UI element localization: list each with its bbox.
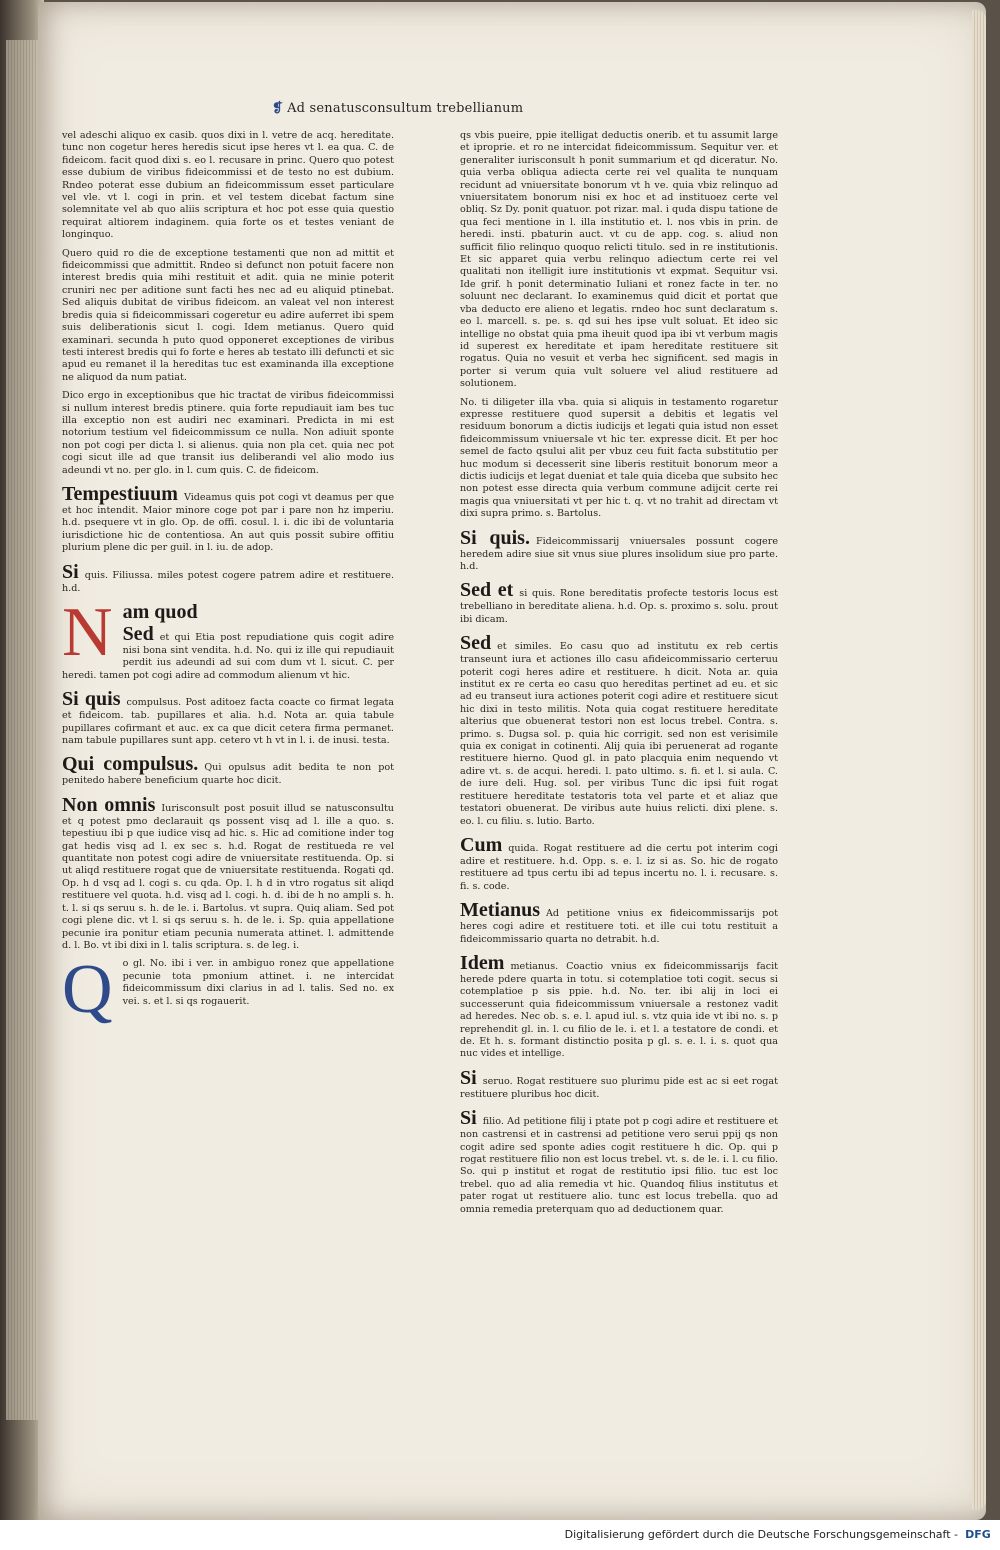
gloss-text: quida. Rogat restituere ad die certu pot interim cogi adire et restituere. h.d. Opp. s. e. l. iz si as. So. hic de rogato restituere ad tpus certu ibi ad tepus incertu no. l. i. recusare. s. fi. s. code. [460, 842, 778, 892]
lemma: Non omnis [62, 793, 156, 816]
gloss-sed-et [460, 579, 778, 626]
footer-credit: Digitalisierung gefördert durch die Deutsche Forschungsgemeinschaft - [564, 1528, 958, 1541]
gloss-metianus [460, 899, 778, 946]
footer-bar [0, 1520, 1000, 1550]
gloss-text: Iurisconsult post posuit illud se natusconsultu et q potest pmo declarauit qs possent visq ad l. ille a quo. s. tepestiuu ibi p que iudice visq ad hic. s. Hic ad comitione inder tog gat hedis visq ad l. ex sec s. h.d. Rogat de restitueda re vel quantitate non potest cogi adire de vniuersitate restituenda. Op. si ut aliqd restituere rogat que de vniuersitate restituenda. Rogati qd. Op. h d vsq ad l. cogi s. cu qda. Op. l. h d in vtro rogatus sit aliqd restituere vel quota. h.d. visq ad l. cogi. h. d. ibi de h no ampli s. h. t. l. si qs seruu s. h. de le. i. Bartolus. vt supra. Quiq aliam. Sed pot cogi plene dic. vt l. si qs seruu s. h. de le. i. Sp. quia appellatione pecunie ira ponitur etiam pecunia numerata attinet. l. admittende d. l. Bo. vt ibi dixi in l. talis scriptura. s. de leg. i. [62, 802, 394, 951]
gloss-sed-similes [460, 632, 778, 828]
right-column [460, 130, 778, 1222]
lemma: Tempestiuum [62, 482, 178, 505]
lemma: Si quis [62, 688, 121, 711]
decorated-initial: Q [62, 951, 113, 1029]
paragraph: Dico ergo in exceptionibus que hic tractat de viribus fideicommissi si nullum interest bredis ptinere. quia forte repudiauit iam bes tuc illa exceptio non est audiri nec examinari. Predicta in mi est notorium testium vel fideicommissum ce nulla. Non adiuit sponte non pot cogi per dicta l. si alienus. quia non pla cet. quia nec pot cogi sicut ille ad que transit ius deliberandi vel alio modo ius adeundi vt no. per glo. in l. cum quis. C. de fideicom. [62, 390, 394, 476]
gloss-non-omnis [62, 794, 394, 952]
gloss-si-quis [62, 561, 394, 595]
lemma: Cum [460, 833, 503, 856]
gloss-text: si quis. Rone bereditatis profecte testoris locus est trebelliano in bereditate aliena. h.d. Op. s. proximo s. solu. prout ibi dicam. [460, 588, 778, 625]
paragraph: qs vbis pueire, ppie itelligat deductis onerib. et tu assumit large et iproprie. et ro ne intercidat fideicommissum. Sequitur ver. et generaliter iurisconsult h ponit summarium et qd diceratur. No. quia verba obliqua adiecta certe rei vel qualita te nunquam recidunt ad vniuersitate bonorum vt h ve. quia vbiz relinquo ad vniuersitatem bonorum nisi ex hoc et ad instituoez certe vel obliq. Sz Dy. ponit quatuor. pot rizar. mal. i quda dispu tatione de qua feci mentione in l. illa institutio et. l. nos vbis in prin. de heredi. insti. pbaturin auct. vt cu de app. cog. s. aliud non sufficit filio relinquo quoquo relicti titulo. sed in re institutionis. Et sic apparet quia verbu relinquo adiectum certe rei vel qualitati non itelligit iure institutionis vt expmat. Sequitur vsi. Ide grif. h ponit determinatio Iuliani et ronez facte in ter. no soluunt nec declarant. Io examinemus quid dicit et portat que vba deducto ere alieno et legatis. rndeo hoc sunt declaratum s. eo l. marcell. s. pe. s. qd sui hes ipse vult soluat. Et ideo sic intellige no obstat quia pma iheuit quod ipa ibi vt verbum magis id superest ex hereditate et ipam hereditate restituere sit rogatus. Quia no vesuit et verba hec significent. sed magis in porter si verum quia vult soluere vel aliud restituere ad solutionem. [460, 130, 778, 390]
gloss-text: filio. Ad petitione filij i ptate pot p cogi adire et restituere et non castrensi et in castrensi ad petitione vero serui ppij qs non cogit adire sed sponte adies cogit restituere h dic. Op. qui p rogat restituere filio non est locus trebel. vt. s. de le. i. l. cu filio. So. qui p institut et rogat de restitutio ipsi filio. tuc est loc trebel. quo ad alia remedia vt hic. Quandoq filius institutus et pater rogat ut restituere alio. tunc est locus trebella. quo ad omnia remedia preterquam quo ad deductionem quar. [460, 1116, 778, 1215]
gloss-text: et similes. Eo casu quo ad institutu ex reb certis transeunt iura et actiones illo casu afideicommissario certeruu poterit cogi heres adire et restituere. h dicit. Nota ar. quia institut ex re certa eo casu quo hereditas pertinet ad eu. et sic ad eu transeut iura actiones poterit cogi adire et restituere sicut hic dixi in testo militis. Nota quia cogat restituere hereditate alterius que obuenerat testori non est locus trebel. Contra. s. primo. s. Dugsa sol. p. quia hic corrigit. sed non est verisimile quia ex conigat in cotinenti. Alij quia ibi peruenerat ad rogante restituere hierno. Quod gl. in pato placquia enim nequendo vt adire vt. s. de acqui. heredi. l. pato ultimo. s. fi. et l. si aula. C. de iure deli. Hug. sol. per viribus Tunc dic ipsi fuit rogat restituere hereditate testatoris tota vel parte et et aliaz que testatori obuenerat. De viribus aute huius relicti. dixi plene. s. eo. l. cu filiu. s. lutio. Barto. [460, 641, 778, 827]
gloss-text: quis. Filiussa. miles potest cogere patrem adire et restituere. h.d. [62, 569, 394, 594]
lemma: Sed et [460, 579, 514, 602]
running-head [272, 101, 523, 116]
gloss-si-quis [460, 527, 778, 574]
page-fore-edge [972, 10, 986, 1510]
left-column [62, 130, 395, 1029]
gloss-text: o gl. No. ibi i ver. in ambiguo ronez que appellatione pecunie tota pmonium attinet. i. ne intercidat fideicommissum dixi clarius in ad l. talis. Sed no. ex vei. s. et l. si qs rogauerit. [122, 958, 394, 1007]
gloss-idem [460, 952, 778, 1061]
paragraph: No. ti diligeter illa vba. quia si aliquis in testamento rogaretur expresse restituere quod supersit a debitis et legatis vel residuum bonorum a dictis iudicijs et legati quia istud non esset fideicommissum vniuersale vt hic ter. expresse dicit. Et per hoc semel de facto qsului alit per vbuz ceu fuit facta substitutio per huc modum si decesserit sine liberis restituit bonorum meor a dictis iudicijs et legat dueniat et tale quia diceba que subsito hec non potest esse directa quia verbum commune adijcit certe rei magis qua vniuersitati vt per hic t. q. vt no trahit ad directam vt dixi supra primo. s. Bartolus. [460, 396, 778, 520]
gloss-si-filio [460, 1107, 778, 1216]
paragraph: vel adeschi aliquo ex casib. quos dixi in l. vetre de acq. hereditate. tunc non cogetur heres heredis sicut ipse heres vt l. ea qua. C. de fideicom. facit quod dixi s. eo l. recusare in princ. Quero quo potest esse dubium de viribus fideicommissi et de testo no est dubium. Rndeo poterat esse dubium an fideicommissum esset particulare vel vle. vt l. cogi in prin. et vel testem dicebat factum sine solemnitate vel ab quo aliis scriptura et hoc pot esse quia questio requirat altiorem indaginem. quia forte os et testes veniant de longinquo. [62, 130, 394, 241]
dfg-logo-icon [962, 1525, 994, 1543]
lemma: Si [460, 1107, 477, 1130]
paragraph: Quero quid ro die de exceptione testamenti que non ad mittit et fideicommissi que admittit. Rndeo si defunct non potuit facere non interest bredis quia mihi restituit et adit. quia ne minie poterit cruniri nec per aditione sunt facti hes nec ad eu aliquid ptinebat. Sed aliquis dubitat de viribus fideicom. an valeat vel non interest bredis quia si fideicommissari cogeretur eu adire auferret ibi spem suis deliberationis sicut l. cogi. Idem metianus. Quero quid examinari. secunda h puto quod opponeret exceptiones de viribus testi interest bredis qui fo forte e heres ab testato illi defuncti et sic apud eu remanet il la hereditas tuc est examinanda illa exceptione ne aliquod da num patiat. [62, 247, 394, 383]
dfg-logo-text: DFG [965, 1528, 991, 1541]
gloss-text: Fideicommissarij vniuersales possunt cogere heredem adire siue sit vnus siue plures insolidum siue pro parte. h.d. [460, 535, 779, 572]
lemma: Idem [460, 951, 505, 974]
lemma: Sed [122, 623, 154, 645]
pilcrow-icon: ❡ [272, 101, 284, 116]
lemma: am quod [122, 601, 198, 623]
gloss-text: metianus. Coactio vnius ex fideicommissarijs facit herede pdere quarta in totu. si cotemplatioe toti cogit. secus si cotemplatioe p sis ppie. h.d. No. ter. ibi alij in loci ei successerunt quia fideicommissum vniuersale a restonez vadit ad heredes. Nec ob. s. e. l. apud iul. s. vtz quia ide vt ibi no. s. p reprehendit gl. in. l. cu filio de le. i. et l. a testatore de condi. et de. Et h. s. formant distinctio posita p gl. s. e. l. i. s. quot qua nuc vides et intellige. [460, 960, 778, 1060]
gloss-cum [460, 834, 778, 893]
lemma: Si [460, 1066, 477, 1089]
gloss-qui-compulsus [62, 753, 394, 787]
lemma: Si [62, 560, 79, 583]
gloss-nam-quod [62, 594, 394, 682]
gloss-si-quis [62, 688, 394, 747]
gloss-si-seruo [460, 1067, 778, 1101]
decorated-initial: N [62, 594, 113, 671]
gloss-text: et qui Etia post repudiatione quis cogit adire nisi bona sint vendita. h.d. No. qui iz ille qui repudiauit perdit ius adeundi ad sui com dum vt l. sicut. C. per heredi. tamen pot cogi adire ad commodum alienum vt hic. [62, 632, 394, 681]
gloss-tempestiuum [62, 483, 394, 555]
gloss-text: Ad petitione vnius ex fideicommissarijs pot heres cogi adire et restituere toti. et ille cui totu restituit a fideicommissario quarta no detrabit. h.d. [460, 908, 778, 945]
gloss-quod-gl [62, 951, 394, 1029]
lemma: Sed [460, 632, 492, 655]
gloss-text: Videamus quis pot cogi vt deamus per que et hoc intendit. Maior minore coge pot par i pare non hz imperiu. h.d. psequere vt in glo. Op. de offi. cosul. l. i. dic ibi de voluntaria iurisdictione hic de contentiosa. An aut quis possit subire offitiu plurium plene dic per guil. in l. iu. de adop. [62, 491, 394, 554]
lemma: Qui compulsus. [62, 753, 199, 776]
spine-page-edges [6, 40, 40, 1420]
gloss-text: compulsus. Post aditoez facta coacte co firmat legata et fideicom. tab. pupillares et alia. h.d. Nota ar. quia tabule pupillares cofirmant et auc. ex ca que dicit cetera firma permanet. nam tabule pupillares sunt app. cetero vt h vt in l. i. de inusi. testa. [62, 697, 395, 747]
lemma: Metianus [460, 899, 540, 922]
gloss-text: Qui opulsus adit bedita te non pot penitedo habere beneficium quarte hoc dicit. [62, 762, 394, 787]
gloss-text: seruo. Rogat restituere suo plurimu pide est ac si eet rogat restituere pluribus hoc dicit. [460, 1075, 778, 1100]
running-head-text: Ad senatusconsultum trebellianum [287, 101, 524, 116]
lemma: Si quis. [460, 526, 530, 549]
